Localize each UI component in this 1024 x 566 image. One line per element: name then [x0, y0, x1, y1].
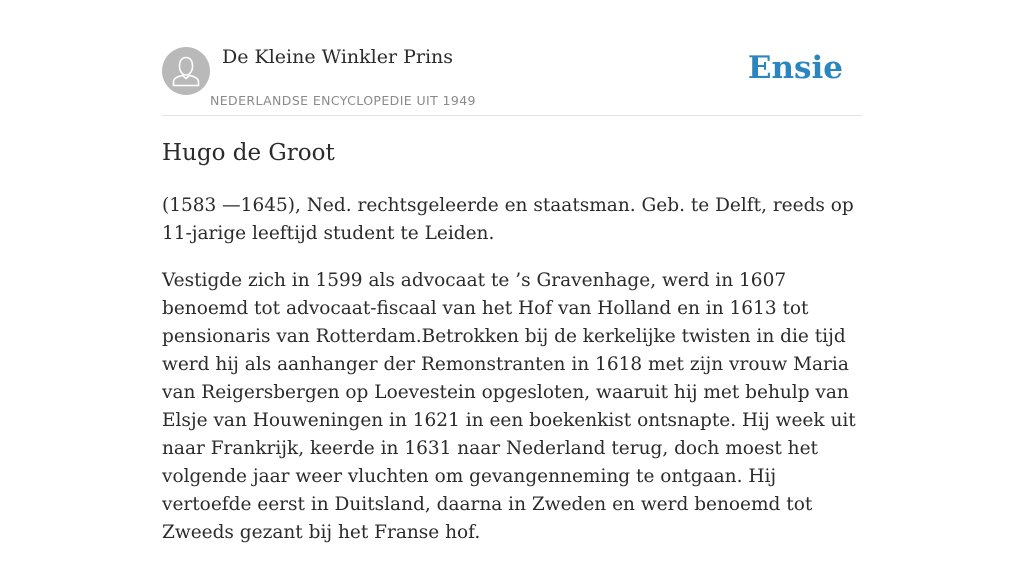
article-title: Hugo de Groot [162, 140, 335, 166]
article-paragraph: Vestigde zich in 1599 als advocaat te ’s Gravenhage, werd in 1607 benoemd tot advocaat-fiscaal van het Hof van Holland en in 1613 tot pensionaris van Rotterdam.Betrokken bij de kerkelijke twisten in die tijd werd hij als aanhanger der Remonstranten in 1618 met zijn vrouw Maria van Reigersbergen op Loevestein opgesloten, waaruit hij met behulp van Elsje van Houweningen in 1621 in een boekenkist ontsnapte. Hij week uit naar Frankrijk, keerde in 1631 naar Nederland terug, doch moest het volgende jaar weer vluchten om gevangenneming te ontgaan. Hij vertoefde eerst in Duitsland, daarna in Zweden en werd benoemd tot Zweeds gezant bij het Franse hof. [162, 270, 856, 543]
article-paragraph: (1583 —1645), Ned. rechtsgeleerde en staatsman. Geb. te Delft, reeds op 11-jarige leeftijd student te Leiden. [162, 195, 854, 244]
source-title[interactable]: De Kleine Winkler Prins [222, 46, 454, 68]
ensie-logo[interactable]: Ensie [747, 50, 843, 86]
user-icon[interactable] [162, 47, 210, 95]
source-header [162, 46, 862, 116]
source-subtitle: NEDERLANDSE ENCYCLOPEDIE UIT 1949 [210, 93, 476, 108]
article-body [162, 192, 867, 566]
